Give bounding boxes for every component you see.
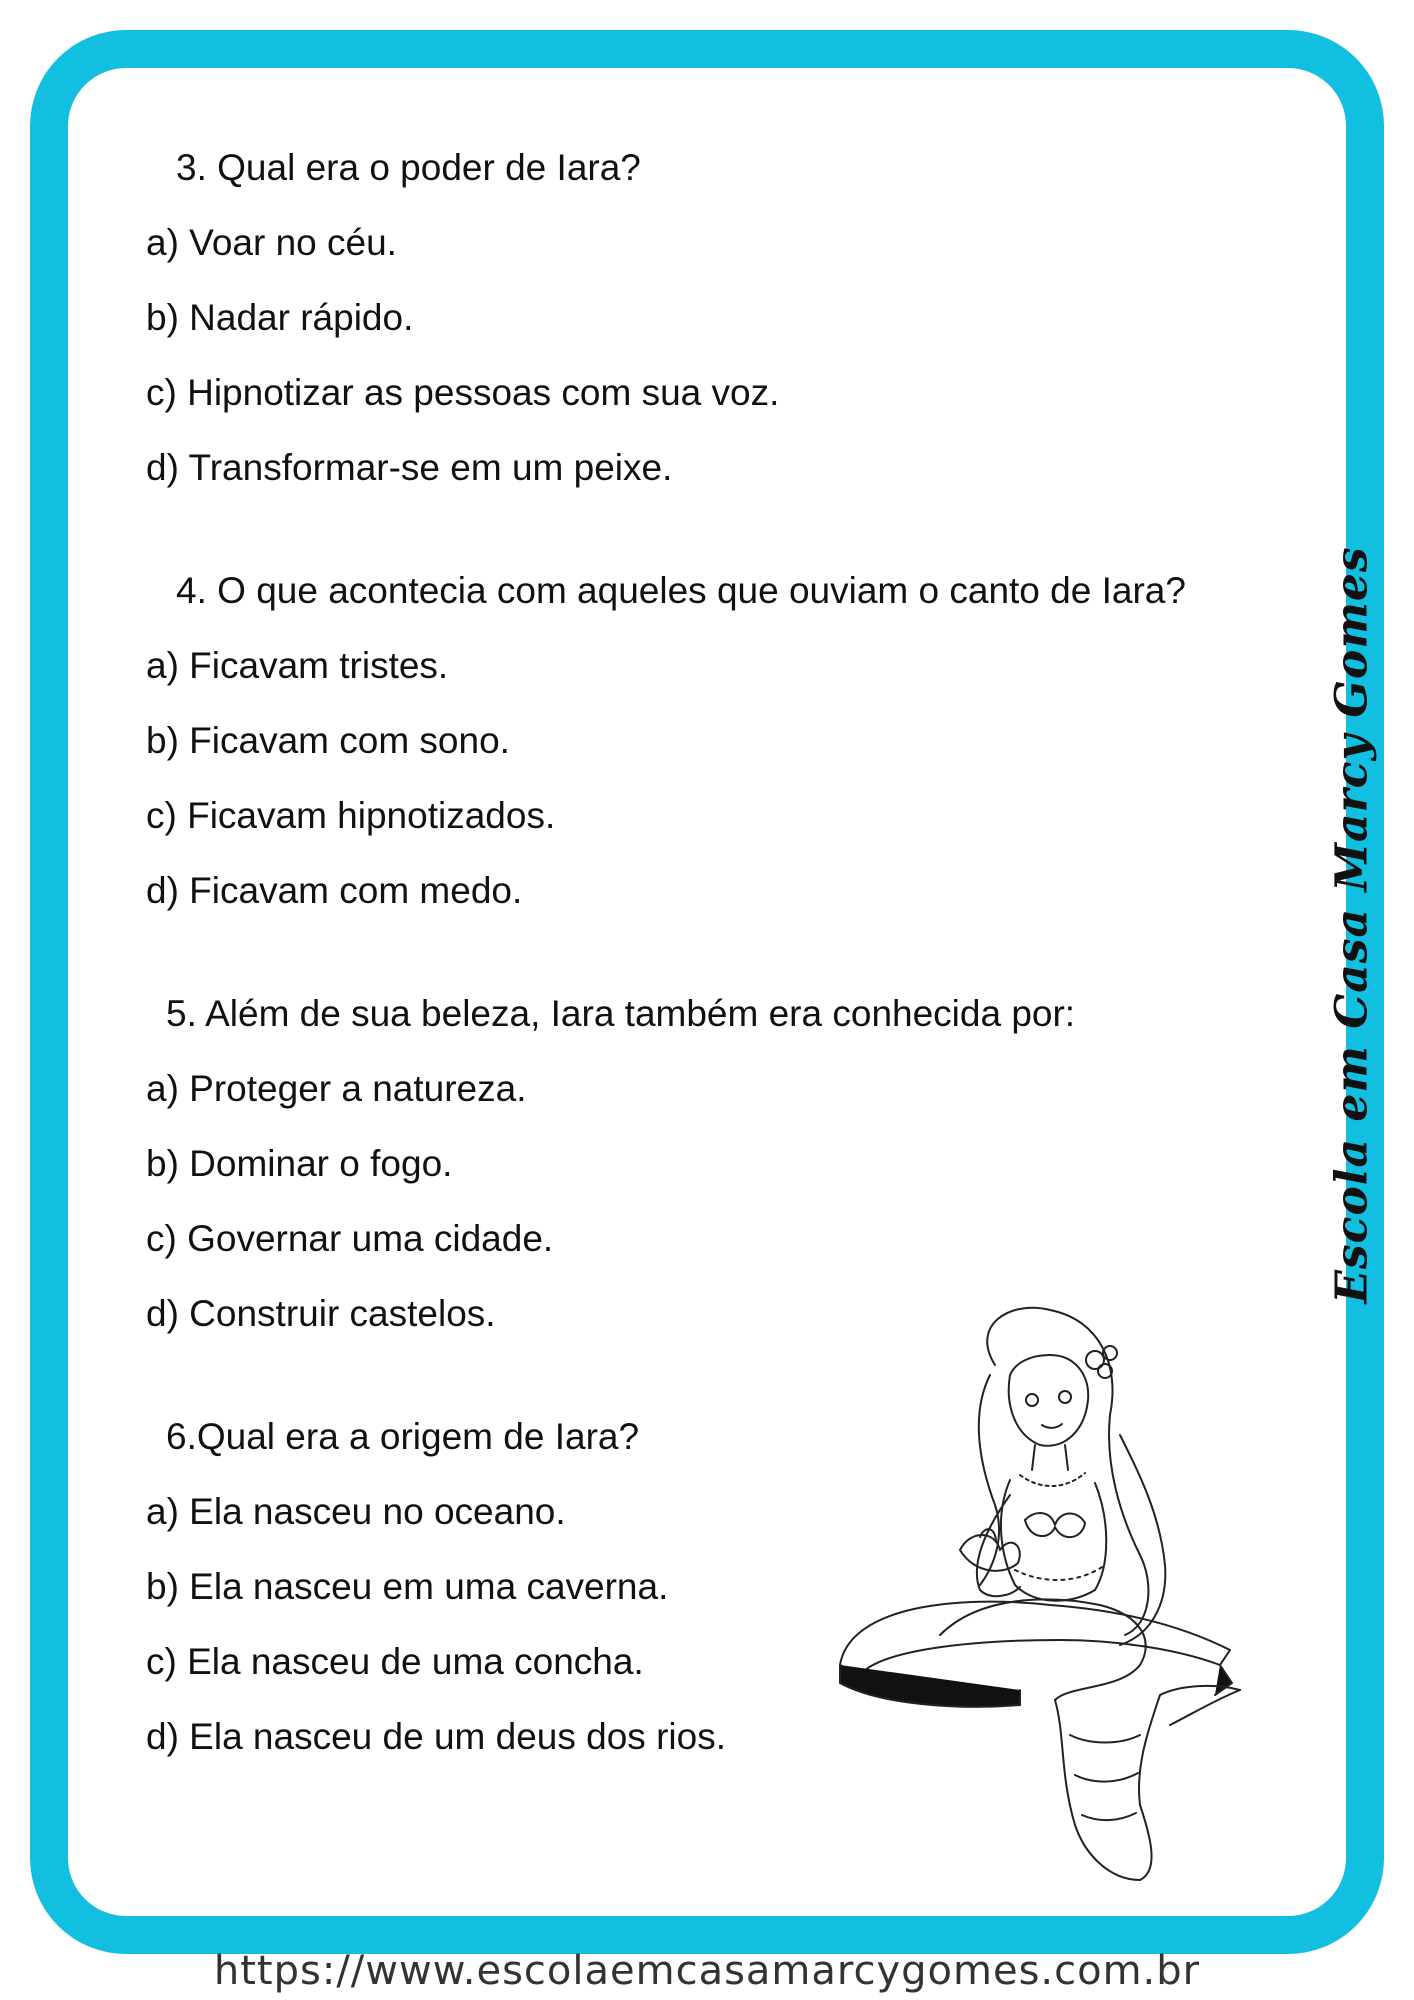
question-prompt: 6.Qual era a origem de Iara? [166, 1416, 640, 1457]
question-block-4 [146, 553, 1276, 928]
answer-option: a) Voar no céu. [146, 222, 397, 263]
mermaid-illustration [820, 1305, 1290, 1885]
footer-url-link[interactable]: https://www.escolaemcasamarcygomes.com.br [213, 1948, 1201, 1994]
answer-option: a) Ficavam tristes. [146, 645, 449, 686]
answer-option: b) Nadar rápido. [146, 297, 414, 338]
vertical-watermark: Escola em Casa Marcy Gomes [1326, 546, 1378, 1304]
answer-option: b) Ela nasceu em uma caverna. [146, 1566, 669, 1607]
answer-option: b) Ficavam com sono. [146, 720, 510, 761]
answer-option: c) Ficavam hipnotizados. [146, 795, 556, 836]
answer-option: c) Hipnotizar as pessoas com sua voz. [146, 372, 780, 413]
answer-option: c) Ela nasceu de uma concha. [146, 1641, 644, 1682]
answer-option: d) Construir castelos. [146, 1293, 496, 1334]
answer-option: b) Dominar o fogo. [146, 1143, 453, 1184]
answer-option: d) Ficavam com medo. [146, 870, 523, 911]
answer-option: c) Governar uma cidade. [146, 1218, 554, 1259]
question-prompt: 5. Além de sua beleza, Iara também era conhecida por: [166, 993, 1076, 1034]
question-block-5 [146, 976, 1276, 1351]
answer-option: d) Transformar-se em um peixe. [146, 447, 673, 488]
question-block-3 [146, 130, 1276, 505]
question-prompt: 4. O que acontecia com aqueles que ouviam o canto de Iara? [176, 570, 1186, 611]
answer-option: a) Ela nasceu no oceano. [146, 1491, 566, 1532]
answer-option: a) Proteger a natureza. [146, 1068, 527, 1109]
question-prompt: 3. Qual era o poder de Iara? [176, 147, 641, 188]
answer-option: d) Ela nasceu de um deus dos rios. [146, 1716, 726, 1757]
